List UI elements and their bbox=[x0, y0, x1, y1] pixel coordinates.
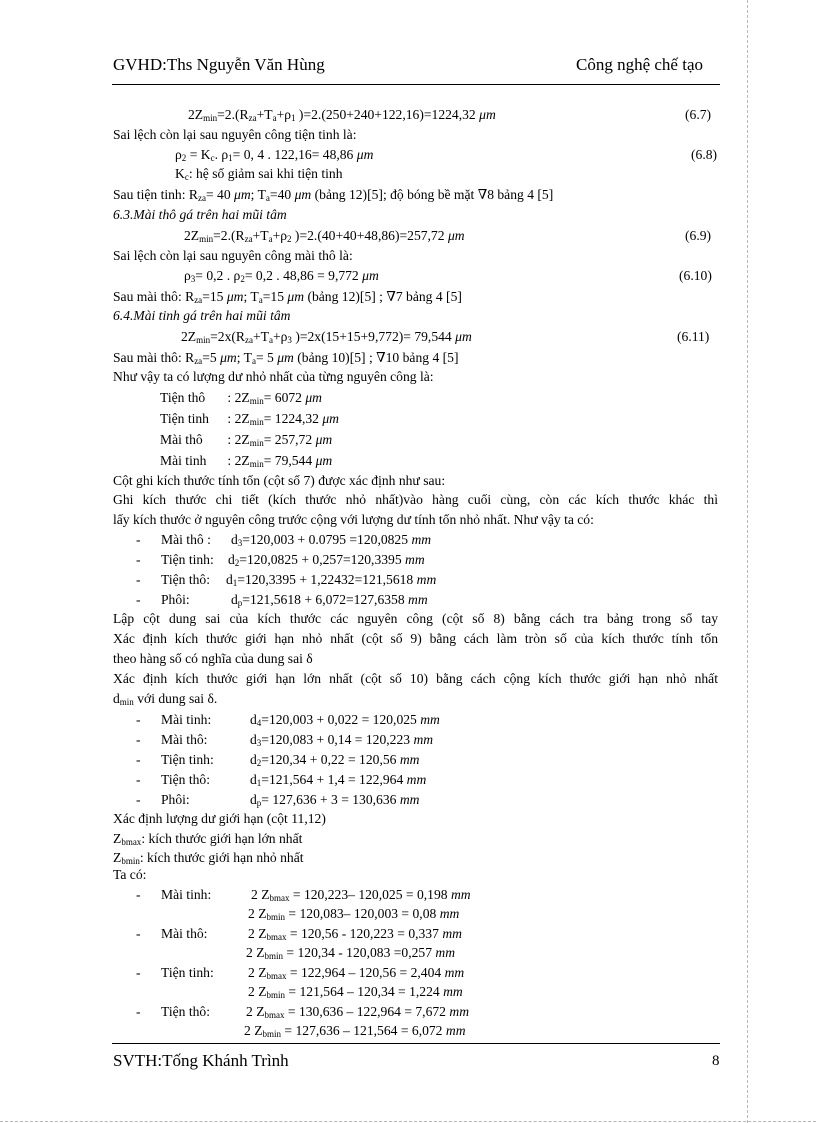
text-line: Ghi kích thước chi tiết (kích thước nhỏ nhất)vào hàng cuối cùng, còn các kích thước khác thì bbox=[113, 492, 718, 507]
equation-6-11: $2Z_{min}=2x(R_{za}+T_a+\rho_3$ )=2x(15+15+9,772)= 79,544 μm bbox=[181, 329, 472, 345]
list-item-label: Tiện tinh: bbox=[161, 965, 214, 980]
header-left: GVHD:Ths Nguyễn Văn Hùng bbox=[113, 55, 325, 74]
zmax-value: 2 $Z_{bmax} = 130,636 - 122,964 = 7,672$ mm bbox=[246, 1004, 470, 1020]
header-right: Công nghệ chế tạo bbox=[576, 55, 703, 74]
list-bullet: - bbox=[136, 712, 141, 727]
text-line: Như vậy ta có lượng dư nhỏ nhất của từng nguyên công là: bbox=[113, 369, 434, 384]
text-line: Xác định kích thước giới hạn lớn nhất (cột số 10) bằng cách cộng kích thước giới hạn nhỏ nhất bbox=[113, 671, 718, 686]
equation-6-8: $\rho_2 = K_c$. $\rho_1= 0$, 4 . 122,16= 48,86 μm bbox=[175, 147, 374, 163]
summary-row: Tiện tinh : $2Z_{min}= 1224,32$ μm bbox=[160, 411, 339, 427]
header-rule bbox=[112, 84, 720, 85]
text-line: $d_{min}$ với dung sai δ. bbox=[113, 691, 218, 707]
list-item-label: Tiện thô: bbox=[161, 1004, 210, 1019]
footer-rule bbox=[112, 1043, 720, 1044]
zmax-value: 2 $Z_{bmax} = 122,964 - 120,56 = 2,404$ mm bbox=[248, 965, 465, 981]
text-line: Sau mài thô: $R_{za}=15$ μm; $T_a=15$ μm (bảng 12)[5] ; ∇7 bảng 4 [5] bbox=[113, 289, 462, 305]
list-item: Tiện thô: $d_1=120,3395 + 1,22432=121,5618$ mm bbox=[161, 572, 437, 588]
list-bullet: - bbox=[136, 772, 141, 787]
footer-left: SVTH:Tống Khánh Trình bbox=[113, 1051, 289, 1070]
equation-number: (6.7) bbox=[685, 107, 712, 122]
zmin-value: 2 $Z_{bmin} = 120,34 - 120,083 =0,257$ mm bbox=[246, 945, 456, 961]
text-line: Sai lệch còn lại sau nguyên công tiện tinh là: bbox=[113, 127, 357, 142]
text-line: lấy kích thước ở nguyên công trước cộng với lượng dư tính tốn nhỏ nhất. Như vậy ta có: bbox=[113, 512, 594, 527]
list-item: Tiện tinh: $d_2=120,34 + 0,22 = 120,56$ mm bbox=[161, 752, 420, 768]
list-bullet: - bbox=[136, 752, 141, 767]
page-number: 8 bbox=[712, 1053, 720, 1069]
list-bullet: - bbox=[136, 792, 141, 807]
text-line: $Z_{bmin}$: kích thước giới hạn nhỏ nhất bbox=[113, 850, 304, 866]
section-heading: 6.3.Mài thô gá trên hai mũi tâm bbox=[113, 207, 287, 222]
list-item: Mài thô: $d_3=120,083 + 0,14 = 120,223$ mm bbox=[161, 732, 434, 748]
page-bottom-guide bbox=[0, 1121, 816, 1122]
equation-number: (6.8) bbox=[691, 147, 718, 162]
text-line: Sau tiện tinh: $R_{za}= 40$ μm; $T_a=40$ μm (bảng 12)[5]; độ bóng bề mặt ∇8 bảng 4 [5] bbox=[113, 187, 554, 203]
list-item: Tiện tinh: $d_2=120,0825 + 0,257=120,3395$ mm bbox=[161, 552, 425, 568]
list-bullet: - bbox=[136, 552, 141, 567]
text-line: $Z_{bmax}$: kích thước giới hạn lớn nhất bbox=[113, 831, 303, 847]
equation-number: (6.10) bbox=[679, 268, 712, 283]
list-item: Phôi: $d_p=121,5618 + 6,072=127,6358$ mm bbox=[161, 592, 428, 608]
list-bullet: - bbox=[136, 532, 141, 547]
zmin-value: 2 $Z_{bmin} = 127,636 - 121,564 = 6,072$ mm bbox=[244, 1023, 466, 1039]
zmax-value: 2 $Z_{bmax} = 120,56 - 120,223 = 0,337$ mm bbox=[248, 926, 462, 942]
equation-6-9: $2Z_{min}=2.(R_{za}+T_a+\rho_2$ )=2.(40+40+48,86)=257,72 μm bbox=[184, 228, 465, 244]
text-line: Xác định kích thước giới hạn nhỏ nhất (cột số 9) bằng cách làm tròn số của kích thước tính tốn bbox=[113, 631, 718, 646]
equation-number: (6.11) bbox=[677, 329, 710, 344]
list-bullet: - bbox=[136, 887, 141, 902]
list-bullet: - bbox=[136, 592, 141, 607]
zmax-value: 2 $Z_{bmax} = 120,223-$ 120,025 = 0,198 mm bbox=[251, 887, 471, 903]
summary-row: Mài tinh : $2Z_{min}= 79,544$ μm bbox=[160, 453, 333, 469]
list-bullet: - bbox=[136, 965, 141, 980]
equation-6-10: $\rho_3= 0,2$ . $\rho_2= 0,2$ . 48,86 = 9,772 μm bbox=[184, 268, 379, 284]
list-bullet: - bbox=[136, 572, 141, 587]
list-bullet: - bbox=[136, 1004, 141, 1019]
zmin-value: 2 $Z_{bmin} = 121,564 - 120,34 = 1,224$ mm bbox=[248, 984, 463, 1000]
summary-row: Tiện thô : $2Z_{min}= 6072$ μm bbox=[160, 390, 322, 406]
text-line: Sai lệch còn lại sau nguyên công mài thô là: bbox=[113, 248, 353, 263]
text-line: $K_c$: hệ số giảm sai khi tiện tinh bbox=[175, 166, 343, 182]
page-margin-guide bbox=[747, 0, 748, 1123]
list-item-label: Mài tinh: bbox=[161, 887, 212, 902]
equation-6-7: $2Z_{min}=2.(R_{za}+T_a+\rho_1$ )=2.(250+240+122,16)=1224,32 μm bbox=[188, 107, 496, 123]
text-line: theo hàng số có nghĩa của dung sai δ bbox=[113, 651, 313, 666]
list-item: Mài thô : $d_3=120,003 + 0.0795 =120,0825$ mm bbox=[161, 532, 432, 548]
section-heading: 6.4.Mài tinh gá trên hai mũi tâm bbox=[113, 308, 291, 323]
text-line: Lập cột dung sai của kích thước các nguyên công (cột số 8) bằng cách tra bảng trong sổ tay bbox=[113, 611, 718, 626]
text-line: Cột ghi kích thước tính tốn (cột số 7) được xác định như sau: bbox=[113, 473, 446, 488]
summary-row: Mài thô : $2Z_{min}= 257,72$ μm bbox=[160, 432, 333, 448]
zmin-value: 2 $Z_{bmin} = 120,083-$ 120,003 = 0,08 mm bbox=[248, 906, 460, 922]
text-line: Xác định lượng dư giới hạn (cột 11,12) bbox=[113, 811, 326, 826]
list-bullet: - bbox=[136, 926, 141, 941]
list-item-label: Mài thô: bbox=[161, 926, 208, 941]
equation-number: (6.9) bbox=[685, 228, 712, 243]
list-item: Tiện thô: $d_1=121,564 + 1,4 = 122,964$ mm bbox=[161, 772, 427, 788]
list-bullet: - bbox=[136, 732, 141, 747]
list-item: Mài tinh: $d_4=120,003 + 0,022 = 120,025$ mm bbox=[161, 712, 440, 728]
list-item: Phôi: $d_p= 127,636 + 3 = 130,636$ mm bbox=[161, 792, 420, 808]
text-line: Sau mài thô: $R_{za}=5$ μm; $T_a= 5$ μm (bảng 10)[5] ; ∇10 bảng 4 [5] bbox=[113, 350, 459, 366]
text-line: Ta có: bbox=[113, 867, 147, 882]
